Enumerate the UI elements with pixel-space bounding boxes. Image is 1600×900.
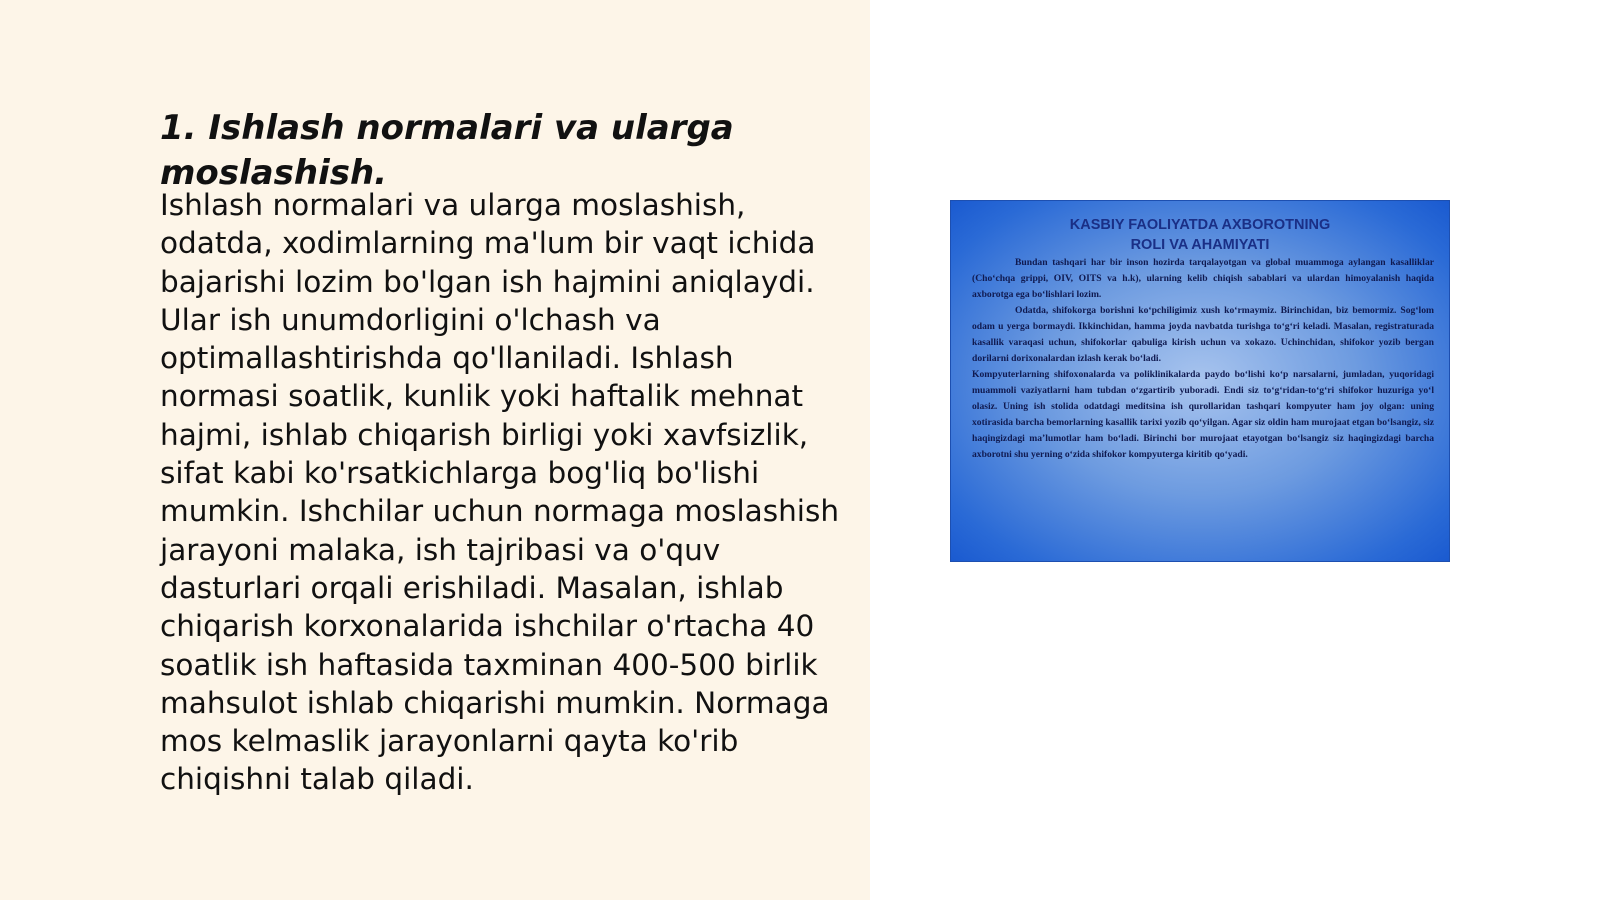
- image-paragraph-2: Odatda, shifokorga borishni ko‘pchiligimiz xush ko‘rmaymiz. Birinchidan, biz bemormiz. Sog‘lom odam u yerga bormaydi. Ikkinchidan, hamma joyda navbatda turishga to‘g‘ri keladi. Masalan, registraturada kasallik varaqasi uchun, shifokorlar qabuliga kirish uchun va xokazo. Uchinchidan, shifokor yozib bergan dorilarni dorixonalardan izlash kerak bo‘ladi.: [972, 305, 1434, 364]
- image-title: [951, 215, 1449, 255]
- image-paragraph-1: Bundan tashqari har bir inson hozirda tarqalayotgan va global muammoga aylangan kasalliklar (Cho‘chqa grippi, OIV, OITS va h.k), ularning kelib chiqish sabablari va ulardan himoyalanish haqida axborotga ega bo‘lishlari lozim.: [972, 257, 1434, 300]
- embedded-document-image: [950, 200, 1450, 562]
- image-title-line1: KASBIY FAOLIYATDA AXBOROTNING: [1069, 217, 1331, 233]
- image-title-line2: ROLI VA AHAMIYATI: [1130, 237, 1270, 253]
- slide-heading: 1. Ishlash normalari va ularga moslashish.: [160, 108, 734, 193]
- image-paragraph-3: Kompyuterlarning shifoxonalarda va poliklinikalarda paydo bo‘lishi ko‘p narsalarni, jumladan, yuqoridagi muammoli vaziyatlarni ham tubdan o‘zgartirib yuboradi. Endi siz to‘g‘ridan-to‘g‘ri shifokor huzuriga yo‘l olasiz. Uning ish stolida odatdagi meditsina ish qurollaridan tashqari kompyuter ham joy olgan: uning xotirasida barcha bemorlarning kasallik tarixi yozib qo‘yilgan. Agar siz oldin ham murojaat etgan bo‘lsangiz, siz haqingizdagi ma’lumotlar ham bo‘ladi. Birinchi bor murojaat etayotgan bo‘lsangiz siz haqingizdagi barcha axborotni shu yerning o‘zida shifokor kompyuterga kiritib qo‘yadi.: [972, 369, 1434, 460]
- image-body: [972, 255, 1434, 463]
- slide-body-text: Ishlash normalari va ularga moslashish, odatda, xodimlarning ma'lum bir vaqt ichida bajarishi lozim bo'lgan ish hajmini aniqlaydi. Ular ish unumdorligini o'lchash va optimallashtirishda qo'llaniladi. Ishlash normasi soatlik, kunlik yoki haftalik mehnat hajmi, ishlab chiqarish birligi yoki xavfsizlik, sifat kabi ko'rsatkichlarga bog'liq bo'lishi mumkin. Ishchilar uchun normaga moslashish jarayoni malaka, ish tajribasi va o'quv dasturlari orqali erishiladi. Masalan, ishlab chiqarish korxonalarida ishchilar o'rtacha 40 soatlik ish haftasida taxminan 400-500 birlik mahsulot ishlab chiqarishi mumkin. Normaga mos kelmaslik jarayonlarni qayta ko'rib chiqishni talab qiladi.: [160, 188, 840, 797]
